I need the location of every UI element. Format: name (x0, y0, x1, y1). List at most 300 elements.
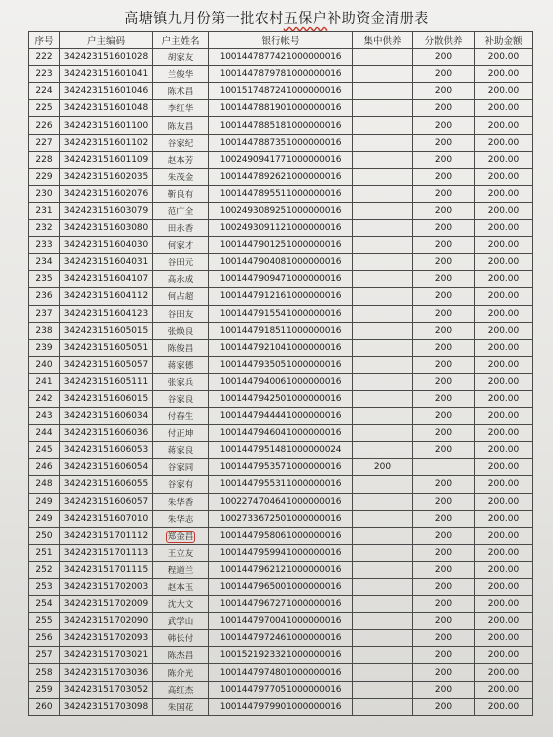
cell-household-name: 付正坤 (153, 425, 209, 442)
cell-bank-account: 1001447970041000000016 (209, 613, 353, 630)
cell-central-support (353, 647, 413, 664)
cell-bank-account: 1001447967271000000016 (209, 596, 353, 613)
cell-central-support (353, 544, 413, 561)
cell-household-code: 342423151703098 (60, 698, 153, 715)
cell-bank-account: 1002493089251000000016 (209, 202, 353, 219)
cell-central-support (353, 305, 413, 322)
cell-bank-account: 1001447940061000000016 (209, 373, 353, 390)
cell-bank-account: 1001447918511000000016 (209, 322, 353, 339)
cell-bank-account: 1002733672501000000016 (209, 510, 353, 527)
cell-household-name: 谷田元 (153, 254, 209, 271)
cell-household-name: 谷家良 (153, 390, 209, 407)
cell-subsidy-amount: 200.00 (475, 288, 533, 305)
cell-subsidy-amount: 200.00 (475, 527, 533, 544)
cell-bank-account: 1002493091121000000016 (209, 220, 353, 237)
title-prefix: 高塘镇九月份第一批农村 (124, 11, 284, 27)
cell-dispersed-support: 200 (413, 151, 475, 168)
table-row (29, 322, 533, 339)
table-row (29, 305, 533, 322)
table-header-row (29, 32, 533, 49)
cell-serial-no: 255 (29, 613, 60, 630)
cell-household-name: 胡家友 (153, 49, 209, 66)
cell-bank-account: 1001447942501000000016 (209, 390, 353, 407)
table-row (29, 476, 533, 493)
cell-subsidy-amount: 200.00 (475, 134, 533, 151)
cell-subsidy-amount: 200.00 (475, 100, 533, 117)
cell-household-name: 陈杰昌 (153, 647, 209, 664)
header-dispersed-support: 分散供养 (413, 32, 475, 49)
table-row (29, 83, 533, 100)
table-row (29, 151, 533, 168)
cell-serial-no: 243 (29, 408, 60, 425)
cell-household-code: 342423151605051 (60, 339, 153, 356)
table-row (29, 168, 533, 185)
cell-central-support (353, 134, 413, 151)
cell-serial-no: 248 (29, 476, 60, 493)
header-serial-no: 序号 (29, 32, 60, 49)
cell-serial-no: 237 (29, 305, 60, 322)
cell-household-name: 赵本芳 (153, 151, 209, 168)
cell-dispersed-support: 200 (413, 49, 475, 66)
cell-bank-account: 1001447881901000000016 (209, 100, 353, 117)
cell-bank-account: 1001447962121000000016 (209, 561, 353, 578)
cell-household-name: 谷家纪 (153, 134, 209, 151)
title-suffix: 补助资金清册表 (327, 11, 429, 27)
cell-serial-no: 224 (29, 83, 60, 100)
cell-dispersed-support (413, 459, 475, 476)
cell-household-name: 张焕良 (153, 322, 209, 339)
cell-subsidy-amount: 200.00 (475, 322, 533, 339)
table-row (29, 459, 533, 476)
cell-household-code: 342423151604030 (60, 237, 153, 254)
cell-central-support (353, 390, 413, 407)
cell-household-code: 342423151604112 (60, 288, 153, 305)
cell-bank-account: 1001447921041000000016 (209, 339, 353, 356)
cell-central-support (353, 698, 413, 715)
cell-bank-account: 1001447955311000000016 (209, 476, 353, 493)
table-row (29, 698, 533, 715)
cell-household-name: 谷家有 (153, 476, 209, 493)
cell-subsidy-amount: 200.00 (475, 493, 533, 510)
table-row (29, 613, 533, 630)
table-row (29, 425, 533, 442)
cell-serial-no: 223 (29, 66, 60, 83)
cell-subsidy-amount: 200.00 (475, 681, 533, 698)
cell-bank-account: 1001447965001000000016 (209, 579, 353, 596)
cell-household-code: 342423151703036 (60, 664, 153, 681)
cell-household-code: 342423151703052 (60, 681, 153, 698)
table-row (29, 647, 533, 664)
cell-dispersed-support: 200 (413, 527, 475, 544)
cell-household-name: 田永香 (153, 220, 209, 237)
table-row (29, 254, 533, 271)
cell-subsidy-amount: 200.00 (475, 561, 533, 578)
table-body (29, 49, 533, 716)
cell-household-name: 高永成 (153, 271, 209, 288)
cell-dispersed-support: 200 (413, 254, 475, 271)
document-title (0, 8, 553, 28)
table-row (29, 579, 533, 596)
cell-household-name: 范广全 (153, 202, 209, 219)
cell-dispersed-support: 200 (413, 493, 475, 510)
cell-subsidy-amount: 200.00 (475, 579, 533, 596)
cell-serial-no: 236 (29, 288, 60, 305)
cell-dispersed-support: 200 (413, 66, 475, 83)
cell-central-support (353, 322, 413, 339)
cell-serial-no: 239 (29, 339, 60, 356)
cell-bank-account: 1001447974801000000016 (209, 664, 353, 681)
cell-household-name: 陈术昌 (153, 83, 209, 100)
header-subsidy-amount: 补助金额 (475, 32, 533, 49)
cell-central-support (353, 493, 413, 510)
cell-household-code: 342423151601046 (60, 83, 153, 100)
cell-subsidy-amount: 200.00 (475, 698, 533, 715)
cell-household-code: 342423151601041 (60, 66, 153, 83)
cell-serial-no: 230 (29, 185, 60, 202)
cell-dispersed-support: 200 (413, 322, 475, 339)
cell-household-code: 342423151601048 (60, 100, 153, 117)
cell-central-support (353, 83, 413, 100)
cell-dispersed-support: 200 (413, 168, 475, 185)
cell-household-code: 342423151606057 (60, 493, 153, 510)
cell-household-code: 342423151604107 (60, 271, 153, 288)
cell-household-code: 342423151702093 (60, 630, 153, 647)
cell-household-name: 付春生 (153, 408, 209, 425)
cell-dispersed-support: 200 (413, 134, 475, 151)
cell-household-code: 342423151702009 (60, 596, 153, 613)
cell-dispersed-support: 200 (413, 664, 475, 681)
cell-central-support (353, 510, 413, 527)
cell-serial-no: 233 (29, 237, 60, 254)
title-marked-text: 五保户 (283, 11, 328, 27)
cell-household-name: 朱华志 (153, 510, 209, 527)
cell-central-support (353, 168, 413, 185)
cell-household-name: 朱茂金 (153, 168, 209, 185)
cell-subsidy-amount: 200.00 (475, 442, 533, 459)
cell-bank-account: 1001447877421000000016 (209, 49, 353, 66)
cell-central-support (353, 66, 413, 83)
table-row (29, 510, 533, 527)
cell-dispersed-support: 200 (413, 561, 475, 578)
cell-central-support (353, 220, 413, 237)
cell-central-support (353, 664, 413, 681)
table-row (29, 596, 533, 613)
cell-central-support (353, 476, 413, 493)
cell-household-name: 陈俊昌 (153, 339, 209, 356)
cell-subsidy-amount: 200.00 (475, 613, 533, 630)
cell-household-name: 赵本玉 (153, 579, 209, 596)
cell-serial-no: 227 (29, 134, 60, 151)
header-central-support: 集中供养 (353, 32, 413, 49)
cell-subsidy-amount: 200.00 (475, 339, 533, 356)
cell-bank-account: 1001447879781000000016 (209, 66, 353, 83)
cell-household-code: 342423151606053 (60, 442, 153, 459)
cell-subsidy-amount: 200.00 (475, 185, 533, 202)
cell-bank-account: 1001447935051000000016 (209, 356, 353, 373)
cell-subsidy-amount: 200.00 (475, 271, 533, 288)
cell-bank-account: 1001447887351000000016 (209, 134, 353, 151)
cell-subsidy-amount: 200.00 (475, 305, 533, 322)
cell-bank-account: 1001447909471000000016 (209, 271, 353, 288)
cell-serial-no: 260 (29, 698, 60, 715)
table-row (29, 356, 533, 373)
cell-subsidy-amount: 200.00 (475, 83, 533, 100)
cell-central-support (353, 442, 413, 459)
cell-subsidy-amount: 200.00 (475, 202, 533, 219)
circled-name: 郑金昌 (167, 531, 194, 542)
cell-household-name: 朱华香 (153, 493, 209, 510)
table-row (29, 493, 533, 510)
cell-central-support (353, 288, 413, 305)
cell-bank-account: 1001447895511000000016 (209, 185, 353, 202)
cell-household-name: 陈友昌 (153, 117, 209, 134)
cell-dispersed-support: 200 (413, 425, 475, 442)
table-row (29, 390, 533, 407)
cell-central-support (353, 561, 413, 578)
cell-bank-account: 1002274704641000000016 (209, 493, 353, 510)
cell-dispersed-support: 200 (413, 220, 475, 237)
table-row (29, 681, 533, 698)
cell-central-support (353, 117, 413, 134)
cell-dispersed-support: 200 (413, 271, 475, 288)
table-row (29, 630, 533, 647)
cell-subsidy-amount: 200.00 (475, 151, 533, 168)
cell-serial-no: 235 (29, 271, 60, 288)
subsidy-register-table (28, 31, 533, 716)
cell-bank-account: 1001447958061000000016 (209, 527, 353, 544)
cell-central-support (353, 681, 413, 698)
cell-serial-no: 251 (29, 544, 60, 561)
cell-dispersed-support: 200 (413, 185, 475, 202)
cell-household-name: 蒋家德 (153, 356, 209, 373)
cell-subsidy-amount: 200.00 (475, 664, 533, 681)
cell-bank-account: 1001447892621000000016 (209, 168, 353, 185)
cell-bank-account: 1001447912161000000016 (209, 288, 353, 305)
cell-bank-account: 1001521923321000000016 (209, 647, 353, 664)
cell-household-code: 342423151702003 (60, 579, 153, 596)
table-row (29, 339, 533, 356)
cell-serial-no: 222 (29, 49, 60, 66)
table-row (29, 185, 533, 202)
cell-subsidy-amount: 200.00 (475, 254, 533, 271)
cell-central-support (353, 254, 413, 271)
cell-central-support (353, 271, 413, 288)
cell-bank-account: 1001517487241000000016 (209, 83, 353, 100)
cell-central-support (353, 100, 413, 117)
cell-household-code: 342423151701112 (60, 527, 153, 544)
cell-subsidy-amount: 200.00 (475, 237, 533, 254)
cell-household-name: 张家兵 (153, 373, 209, 390)
cell-dispersed-support: 200 (413, 698, 475, 715)
cell-subsidy-amount: 200.00 (475, 510, 533, 527)
cell-bank-account: 1001447904081000000016 (209, 254, 353, 271)
cell-dispersed-support: 200 (413, 510, 475, 527)
cell-dispersed-support: 200 (413, 356, 475, 373)
cell-central-support (353, 339, 413, 356)
table-row (29, 237, 533, 254)
table-row (29, 66, 533, 83)
table-row (29, 527, 533, 544)
cell-subsidy-amount: 200.00 (475, 390, 533, 407)
cell-serial-no: 245 (29, 442, 60, 459)
cell-serial-no: 258 (29, 664, 60, 681)
cell-dispersed-support: 200 (413, 544, 475, 561)
cell-household-name: 谷家同 (153, 459, 209, 476)
cell-bank-account: 1001447885181000000016 (209, 117, 353, 134)
table-row (29, 288, 533, 305)
table-row (29, 220, 533, 237)
cell-subsidy-amount: 200.00 (475, 220, 533, 237)
table-row (29, 373, 533, 390)
cell-central-support (353, 185, 413, 202)
cell-serial-no: 242 (29, 390, 60, 407)
cell-household-name: 李红华 (153, 100, 209, 117)
cell-household-name: 韩长付 (153, 630, 209, 647)
cell-household-code: 342423151606015 (60, 390, 153, 407)
cell-household-name: 蒋家良 (153, 442, 209, 459)
cell-household-name: 何家才 (153, 237, 209, 254)
cell-household-code: 342423151603079 (60, 202, 153, 219)
cell-subsidy-amount: 200.00 (475, 476, 533, 493)
cell-serial-no: 240 (29, 356, 60, 373)
cell-dispersed-support: 200 (413, 117, 475, 134)
cell-central-support (353, 237, 413, 254)
cell-central-support (353, 151, 413, 168)
cell-dispersed-support: 200 (413, 476, 475, 493)
cell-central-support (353, 579, 413, 596)
cell-household-name: 谷田友 (153, 305, 209, 322)
cell-central-support (353, 356, 413, 373)
cell-central-support (353, 527, 413, 544)
cell-serial-no: 226 (29, 117, 60, 134)
cell-central-support (353, 425, 413, 442)
cell-central-support (353, 630, 413, 647)
cell-dispersed-support: 200 (413, 237, 475, 254)
cell-subsidy-amount: 200.00 (475, 117, 533, 134)
cell-dispersed-support: 200 (413, 647, 475, 664)
table-row (29, 561, 533, 578)
cell-household-name: 朱国花 (153, 698, 209, 715)
cell-subsidy-amount: 200.00 (475, 425, 533, 442)
cell-household-name: 兰俊华 (153, 66, 209, 83)
cell-bank-account: 1001447977051000000016 (209, 681, 353, 698)
cell-household-name: 陈介光 (153, 664, 209, 681)
table-row (29, 271, 533, 288)
cell-household-code: 342423151601028 (60, 49, 153, 66)
cell-household-name: 高红杰 (153, 681, 209, 698)
cell-subsidy-amount: 200.00 (475, 544, 533, 561)
table-row (29, 49, 533, 66)
cell-household-code: 342423151603080 (60, 220, 153, 237)
cell-bank-account: 1001447979901000000016 (209, 698, 353, 715)
cell-dispersed-support: 200 (413, 305, 475, 322)
cell-dispersed-support: 200 (413, 202, 475, 219)
cell-bank-account: 1001447901251000000016 (209, 237, 353, 254)
cell-serial-no: 252 (29, 561, 60, 578)
cell-subsidy-amount: 200.00 (475, 168, 533, 185)
cell-household-code: 342423151606055 (60, 476, 153, 493)
cell-household-code: 342423151604031 (60, 254, 153, 271)
table-row (29, 100, 533, 117)
cell-household-name: 王立友 (153, 544, 209, 561)
cell-dispersed-support: 200 (413, 83, 475, 100)
cell-household-name: 何占超 (153, 288, 209, 305)
cell-household-code: 342423151601102 (60, 134, 153, 151)
cell-dispersed-support: 200 (413, 100, 475, 117)
cell-household-code: 342423151701113 (60, 544, 153, 561)
cell-household-code: 342423151602076 (60, 185, 153, 202)
cell-dispersed-support: 200 (413, 442, 475, 459)
table-row (29, 664, 533, 681)
table-row (29, 117, 533, 134)
table-row (29, 408, 533, 425)
cell-central-support (353, 613, 413, 630)
cell-serial-no: 259 (29, 681, 60, 698)
cell-serial-no: 244 (29, 425, 60, 442)
cell-bank-account: 1001447959941000000016 (209, 544, 353, 561)
cell-central-support (353, 408, 413, 425)
cell-subsidy-amount: 200.00 (475, 596, 533, 613)
cell-serial-no: 238 (29, 322, 60, 339)
cell-serial-no: 250 (29, 527, 60, 544)
cell-bank-account: 1002490941771000000016 (209, 151, 353, 168)
cell-household-name (153, 527, 209, 544)
cell-central-support (353, 596, 413, 613)
cell-household-code: 342423151703021 (60, 647, 153, 664)
cell-household-code: 342423151701115 (60, 561, 153, 578)
cell-household-code: 342423151606054 (60, 459, 153, 476)
cell-subsidy-amount: 200.00 (475, 647, 533, 664)
header-household-code: 户主编码 (60, 32, 153, 49)
cell-dispersed-support: 200 (413, 630, 475, 647)
cell-bank-account: 1001447944441000000016 (209, 408, 353, 425)
cell-serial-no: 231 (29, 202, 60, 219)
cell-serial-no: 232 (29, 220, 60, 237)
cell-dispersed-support: 200 (413, 390, 475, 407)
cell-subsidy-amount: 200.00 (475, 356, 533, 373)
cell-household-code: 342423151604123 (60, 305, 153, 322)
cell-serial-no: 254 (29, 596, 60, 613)
cell-subsidy-amount: 200.00 (475, 408, 533, 425)
cell-subsidy-amount: 200.00 (475, 66, 533, 83)
cell-household-code: 342423151605111 (60, 373, 153, 390)
cell-household-code: 342423151607010 (60, 510, 153, 527)
cell-dispersed-support: 200 (413, 596, 475, 613)
cell-household-name: 靳良有 (153, 185, 209, 202)
cell-bank-account: 1001447972461000000016 (209, 630, 353, 647)
cell-dispersed-support: 200 (413, 681, 475, 698)
cell-dispersed-support: 200 (413, 613, 475, 630)
cell-serial-no: 234 (29, 254, 60, 271)
cell-household-code: 342423151605057 (60, 356, 153, 373)
cell-subsidy-amount: 200.00 (475, 630, 533, 647)
cell-serial-no: 256 (29, 630, 60, 647)
cell-serial-no: 249 (29, 493, 60, 510)
cell-central-support: 200 (353, 459, 413, 476)
header-bank-account: 银行帐号 (209, 32, 353, 49)
cell-bank-account: 1001447953571000000016 (209, 459, 353, 476)
cell-subsidy-amount: 200.00 (475, 49, 533, 66)
cell-serial-no: 241 (29, 373, 60, 390)
cell-household-code: 342423151606034 (60, 408, 153, 425)
table-row (29, 442, 533, 459)
cell-central-support (353, 373, 413, 390)
cell-serial-no: 253 (29, 579, 60, 596)
table-row (29, 202, 533, 219)
cell-household-code: 342423151606036 (60, 425, 153, 442)
cell-serial-no: 246 (29, 459, 60, 476)
header-household-name: 户主姓名 (153, 32, 209, 49)
